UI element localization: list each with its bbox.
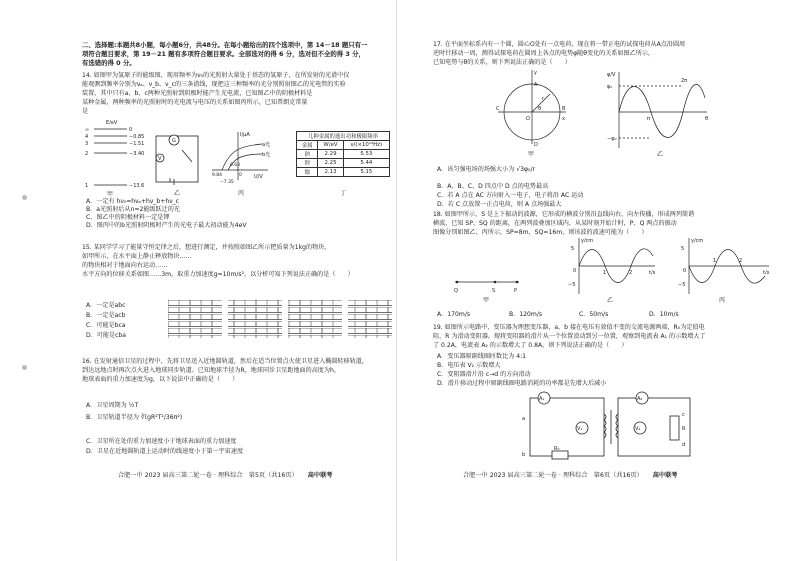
level-n: 3	[85, 141, 89, 147]
fig-label: 甲	[528, 151, 535, 158]
binder-hole	[22, 365, 27, 370]
tick-label: 0.63	[230, 163, 241, 168]
work-function-table	[296, 131, 390, 177]
q14-option: C．图乙中的阴极材料一定是钾	[86, 214, 170, 221]
tick-2: 2	[739, 258, 743, 264]
tick-2: 2	[629, 270, 633, 276]
q14-option: D．图丙中的b光照射阴极时产生的光电子最大初动能为4eV	[86, 222, 247, 229]
column-header: W/eV	[318, 141, 343, 150]
page-footer-right	[463, 470, 677, 479]
q18-answer: D．10m/s	[649, 311, 679, 318]
fig-label: 乙	[607, 297, 614, 304]
neg-phi0-label: −φ₀	[607, 136, 617, 142]
phi0-label: φ₀	[607, 84, 613, 90]
table-row	[297, 168, 390, 177]
phototube-circuit	[152, 128, 208, 196]
level-E: −0.85	[129, 134, 145, 140]
q19-option: B．电压表 V₂ 示数增大	[437, 362, 501, 369]
q19-option: D．滑片移动过程中原副线圈电路消耗的功率都是先增大后减小	[437, 380, 607, 387]
q17-option: D．若 C 点放置一正点电荷，则 A 点场强最大	[437, 201, 562, 208]
q19-line: 19. 如图所示电路中，变压器为理想变压器，a、b 接在电压有效值不变的交流电源两端，R₀为定值电	[433, 324, 705, 331]
fig-label: 甲	[107, 191, 114, 198]
point-Q: Q	[454, 288, 458, 294]
axis-phi: φ/V	[607, 72, 616, 78]
table-cell: 2.13	[318, 168, 343, 177]
transformer-circuit	[522, 390, 706, 464]
tick-zero: 0	[573, 268, 577, 274]
point-label: B	[562, 106, 566, 112]
q15-line: 水平方向的位移关系如图……3m，取重力加速度g=10m/s²，以分析可知下列说法正确的是（ ）	[82, 271, 354, 278]
q18-line: 18. 如图甲所示，S 是上下振动的波源，它形成的横波分别沿直线向右、向左传播，形成两列简谐	[433, 211, 695, 218]
q18-line: 图像分别如图乙、丙所示，SP=8m，SQ=16m，则该波的波速可能为（ ）	[433, 229, 648, 236]
q14-line: 某种金属，两种频率的光照射时的光电流与电压的关系如图丙所示，已知普朗克常量	[82, 99, 308, 106]
two-pi-label: 2π	[681, 78, 688, 84]
wave-graph-Q	[677, 236, 773, 302]
voltmeter-V1: V₁	[577, 426, 583, 432]
level-E: −3.40	[129, 151, 145, 157]
resistor-R0: R₀	[554, 446, 560, 452]
footer-text: 合肥一中 2023 届高三第二轮一卷 · 理科综合 第5页（共16页）	[118, 472, 298, 479]
section-header-line: 二、选择题:本题共8小题，每小题6分，共48分。在每小题给出的四个选项中，第 14－18 题只有一	[82, 41, 368, 49]
stacked-slab-figure	[168, 300, 394, 342]
q15-option: B．一定是acb	[86, 312, 126, 319]
axis-y: y	[534, 70, 537, 76]
q16-line: 16. 在发射通信卫星的过程中，先将卫星送入近地圆轨道，然后在适当位置点火使卫星进入椭圆转移轨道，	[82, 358, 368, 365]
level-n: 1	[85, 183, 89, 189]
q16-line: 地球表面的重力加速度为g，以下说法中正确的是（ ）	[82, 376, 239, 383]
tick-1: 1	[713, 258, 717, 264]
q19-line: 了 0.2A，电流表 A₂ 的示数增大了 0.8A，则下列说法正确的是（ ）	[433, 342, 628, 349]
circle-field-diagram	[492, 68, 568, 156]
level-E: −13.6	[129, 183, 145, 189]
wave-graph-P	[567, 236, 659, 302]
q15-option: C．可能是bca	[86, 322, 126, 329]
q17-line: 逆时针移动一周，测得试探电荷在圆周上各点的电势φ随θ变化的关系如图乙所示，	[433, 50, 655, 57]
terminal-a: a	[522, 416, 526, 422]
right-page	[397, 0, 794, 561]
table-cell: 2.29	[318, 150, 343, 159]
level-E: −1.51	[129, 141, 145, 147]
q17-line: 已知电势与θ的关系，则下列说法正确的是（ ）	[433, 59, 571, 66]
q17-option: A．该匀强电场的场强大小为 √3φ₀/r	[437, 166, 536, 173]
tick-5: 5	[681, 246, 685, 252]
q16-option: C．卫星所在处的重力加速度小于地球表面的重力加速度	[86, 438, 237, 445]
section-header-line: 有选错的得 0 分。	[82, 59, 136, 67]
table-cell: 5.53	[343, 150, 389, 159]
table-header-row	[297, 141, 390, 150]
q18-answer: A．170m/s	[437, 311, 471, 318]
q17-option: C．若 A 点在 AC 方向射入一电子，电子将沿 AC 运动	[437, 192, 584, 199]
theta-label: θ	[538, 106, 542, 112]
q14-option: B．a光照射后从n=2能级跃迁的光	[86, 206, 180, 213]
resistor-R: R	[682, 426, 686, 432]
axis-ts: t/s	[649, 270, 656, 276]
q19-option: A．变压器原副线圈匝数比为 4:1	[437, 353, 527, 360]
column-header: 金属	[297, 141, 318, 150]
table-cell: 2.25	[318, 159, 343, 168]
q14-line: 是	[82, 108, 89, 115]
terminal-d: d	[682, 442, 686, 448]
q17-option: B．A、B、C、D 四点中 D 点的电势最高	[437, 183, 549, 190]
table-cell: 钠	[297, 150, 318, 159]
ammeter-A2: A₂	[637, 396, 643, 402]
level-n: 2	[85, 151, 89, 157]
q15-line: 的物块相对于地面向右运动……	[82, 262, 168, 269]
q18-answer: B．120m/s	[509, 311, 543, 318]
fig-label: 乙	[174, 190, 181, 197]
slab-stack-c	[288, 300, 342, 338]
axis-x: x	[562, 116, 565, 122]
footer-tag: 高中联考	[652, 472, 678, 479]
q14-line: 14. 如图甲为氢原子的能级图，现用频率为ν₀的光照射大量处于基态的氢原子，在所发射的光谱中仅	[82, 72, 350, 79]
axis-ycm: y/cm	[691, 238, 704, 244]
q18-answer: C．50m/s	[579, 311, 609, 318]
pi-label: π	[647, 116, 651, 122]
axis-y-label: I/μA	[240, 132, 250, 138]
table-row	[297, 159, 390, 168]
tick-label: 9.84	[212, 173, 223, 178]
tick-neg5: −5	[568, 282, 576, 288]
q15-option: D．可能是cba	[86, 332, 127, 339]
curve-b-label: b光	[262, 152, 271, 158]
fig-label: 甲	[483, 297, 490, 304]
tick-1: 1	[603, 270, 607, 276]
table-cell: 5.15	[343, 168, 389, 177]
table-title: 几种金属的逸出功和极限频率	[297, 132, 390, 141]
curve-a-label: a光	[262, 142, 271, 148]
q15-line: 如甲所示，在水平面上静止释放物块……	[82, 253, 192, 260]
point-S: S	[492, 288, 496, 294]
wave-source-diagram	[449, 262, 523, 302]
footer-tag: 高中联考	[307, 472, 333, 479]
page-footer-left	[118, 470, 332, 479]
origin-label: O	[526, 116, 530, 122]
voltmeter-V2: V₂	[635, 426, 641, 432]
terminal-c: c	[682, 412, 685, 418]
q18-line: 横波，已知 SP、SQ 的距离，在两列波叠加区域内，从某时刻开始计时，P、Q 两点的振动	[433, 220, 677, 227]
energy-unit-label: E/eV	[106, 120, 118, 126]
tick-5: 5	[571, 246, 575, 252]
q16-option: A．卫星周期为 ½T	[86, 402, 139, 409]
potential-sine-graph	[607, 68, 711, 156]
meter-glyph-a: G	[172, 138, 176, 144]
energy-level-lines	[94, 129, 127, 185]
q15-line: 15. 某同学学习了能量守恒定律之后，想进行测定，并按照如图乙所示把质量为1kg的物块，	[82, 244, 331, 251]
slab-stack-b	[228, 300, 282, 338]
meter-glyph-v: V	[158, 156, 162, 162]
ammeter-A1: A₁	[539, 396, 545, 402]
binder-hole	[22, 195, 27, 200]
level-E: 0	[129, 127, 133, 133]
q14-option: A．一定有 hν₀=hνₐ+hν_b+hν_c	[86, 198, 180, 205]
column-header: ν/(×10¹⁴Hz)	[343, 141, 389, 150]
q16-line: 到达远地点时再次点火进入地球同步轨道。已知地球半径为R，地球同步卫星距地面的高度为h，	[82, 367, 340, 374]
table-cell: 5.44	[343, 159, 389, 168]
tick-neg5: −5	[678, 282, 686, 288]
photocurrent-graph	[210, 128, 270, 196]
fig-label: 乙	[657, 151, 664, 158]
point-label: C	[496, 106, 500, 112]
axis-x-label: U/V	[254, 174, 263, 180]
slab-stack-d	[348, 300, 392, 338]
energy-level-diagram	[82, 118, 152, 196]
fig-label: 丙	[719, 297, 726, 304]
table-row	[297, 150, 390, 159]
q19-option: C．变阻器滑片沿 c→d 的方向滑动	[437, 371, 531, 378]
point-P: P	[514, 288, 518, 294]
tick-zero: 0	[683, 268, 687, 274]
fig-label: 丙	[238, 190, 245, 197]
tick-label: 0	[239, 173, 242, 178]
q16-option: D．卫星在近地圆轨道上运动时的线速度小于第一宇宙速度	[86, 448, 244, 455]
q16-option: B．卫星轨道半径为 ∛(gR²T²/36π²)	[86, 414, 183, 421]
q15-option: A．一定是abc	[86, 302, 126, 309]
terminal-b: b	[522, 452, 526, 458]
level-n: 4	[85, 134, 89, 140]
axis-ts: t/s	[763, 270, 770, 276]
slab-stack-a	[168, 300, 222, 338]
q19-line: 阻，R 为滑动变阻器。现将变阻器的滑片从一个位置滑动到另一位置，观察到电流表 A₁ 的示数增大了	[433, 333, 706, 340]
q14-line: 能观测到频率分别为νₐ、ν_b、ν_c的三条谱线，现把这三种频率的光分别照射图乙的光电管的实验	[82, 81, 346, 88]
section-header-line: 项符合题目要求，第 19－21 题有多项符合题目要求。全部选对的得 6 分，选对但不全的得 3 分，	[82, 50, 365, 58]
point-label: D	[534, 142, 538, 148]
tick-label: −7.35	[220, 180, 234, 185]
axis-ycm: y/cm	[581, 238, 594, 244]
axis-theta: θ	[705, 116, 709, 122]
fig-label: 丁	[340, 190, 347, 197]
point-label: A	[534, 82, 538, 88]
table-cell: 钾	[297, 159, 318, 168]
table-cell: 铷	[297, 168, 318, 177]
q17-line: 17. 在平面坐标系内有一个圆，圆心O处有一点电荷，现在将一带正电的试探电荷从A点沿圆周	[433, 41, 686, 48]
footer-text: 合肥一中 2023 届高三第二轮一卷 · 理科综合 第6页（共16页）	[463, 472, 643, 479]
radius-label: r	[542, 96, 545, 102]
level-n: ∞	[85, 127, 90, 133]
q14-line: 装置，其中只有a、b、c两种光照射到阴极时能产生光电流，已知图乙中的阴极材料是	[82, 90, 313, 97]
